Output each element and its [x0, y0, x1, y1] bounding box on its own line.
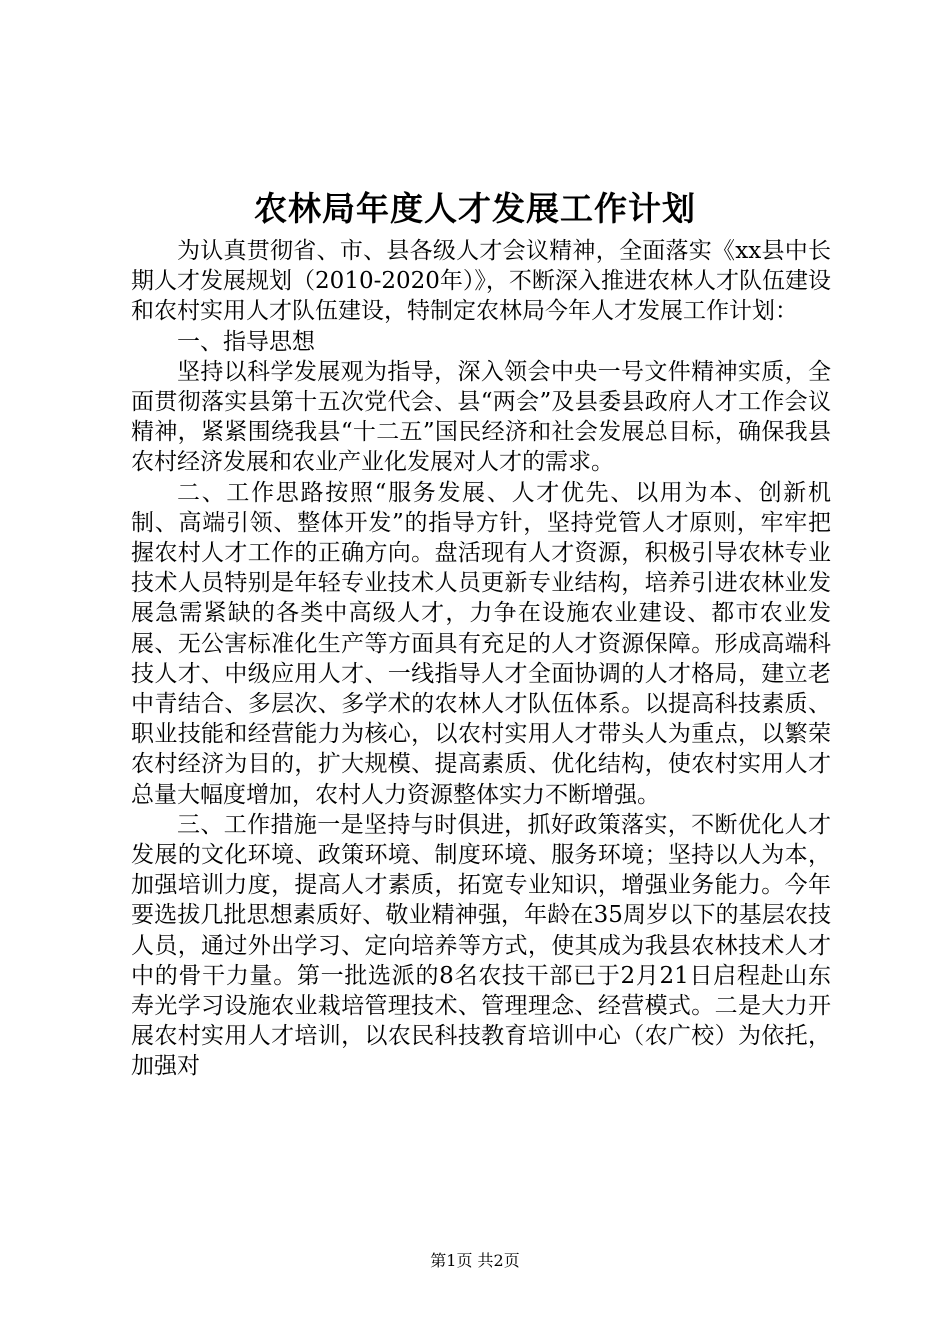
paragraph-intro: 为认真贯彻省、市、县各级人才会议精神，全面落实《xx县中长期人才发展规划（2010-2020年）》，不断深入推进农林人才队伍建设和农村实用人才队伍建设，特制定农林局今年人才发展工作计划：	[131, 238, 831, 325]
paragraph-guiding-thought: 坚持以科学发展观为指导，深入领会中央一号文件精神实质，全面贯彻落实县第十五次党代会、县“两会”及县委县政府人才工作会议精神，紧紧围绕我县“十二五”国民经济和社会发展总目标，确保我县农村经济发展和农业产业化发展对人才的需求。	[131, 358, 831, 476]
heading-guiding-thought: 一、指导思想	[177, 328, 315, 355]
page-footer: 第1页 共2页	[430, 1251, 520, 1270]
page-title: 农林局年度人才发展工作计划	[254, 189, 696, 228]
paragraph-work-measures: 三、工作措施一是坚持与时俱进，抓好政策落实，不断优化人才发展的文化环境、政策环境、制度环境、服务环境；坚持以人为本，加强培训力度，提高人才素质，拓宽专业知识，增强业务能力。今年要选拔几批思想素质好、敬业精神强，年龄在35周岁以下的基层农技人员，通过外出学习、定向培养等方式，使其成为我县农林技术人才中的骨干力量。第一批选派的8名农技干部已于2月21日启程赴山东寿光学习设施农业栽培管理技术、管理理念、经营模式。二是大力开展农村实用人才培训，以农民科技教育培训中心（农广校）为依托，加强对	[131, 811, 831, 1080]
document-body	[131, 236, 831, 1082]
paragraph-work-approach: 二、工作思路按照“服务发展、人才优先、以用为本、创新机制、高端引领、整体开发”的指导方针，坚持党管人才原则，牢牢把握农村人才工作的正确方向。盘活现有人才资源，积极引导农林专业技术人员特别是年轻专业技术人员更新专业结构，培养引进农林业发展急需紧缺的各类中高级人才，力争在设施农业建设、都市农业发展、无公害标准化生产等方面具有充足的人才资源保障。形成高端科技人才、中级应用人才、一线指导人才全面协调的人才格局，建立老中青结合、多层次、多学术的农林人才队伍体系。以提高科技素质、职业技能和经营能力为核心，以农村实用人才带头人为重点，以繁荣农村经济为目的，扩大规模、提高素质、优化结构，使农村实用人才总量大幅度增加，农村人力资源整体实力不断增强。	[131, 479, 831, 808]
